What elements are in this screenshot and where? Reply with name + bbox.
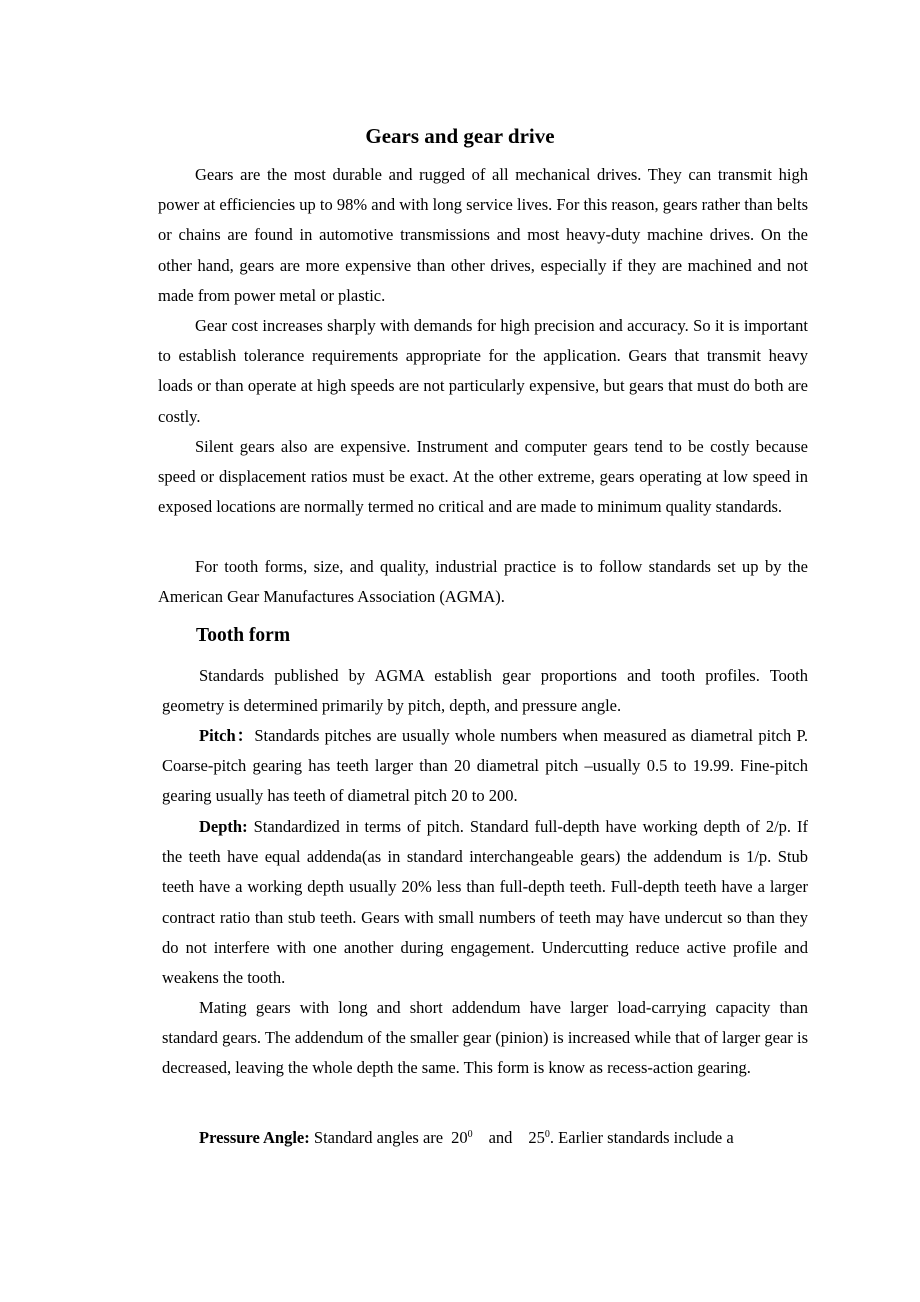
- section-heading-tooth-form: Tooth form: [196, 625, 291, 646]
- degree-mark-2: 0: [544, 1129, 550, 1140]
- paragraph-intro: Gears are the most durable and rugged of all mechanical drives. They can transmit high power at efficiencies up to 98% and with long service lives. For this reason, gears rather than belts or chains are found in automotive transmissions and most heavy-duty machine drives. On the other hand, gears are more expensive than other drives, especially if they are machined and not made from power metal or plastic.: [158, 165, 808, 305]
- paragraph-pitch: [162, 721, 808, 812]
- angle-value-1: 20: [451, 1128, 468, 1147]
- pressure-angle-label: Pressure Angle:: [199, 1128, 310, 1147]
- paragraph-agma-standards: Standards published by AGMA establish gear proportions and tooth profiles. Tooth geometry is determined primarily by pitch, depth, and pressure angle.: [162, 666, 808, 716]
- pressure-angle-text: Standard angles are: [313, 1128, 444, 1147]
- angle-value-2: 25: [528, 1128, 545, 1147]
- and-word: and: [488, 1128, 513, 1147]
- pressure-angle-text-continued: . Earlier standards include a: [549, 1128, 734, 1147]
- paragraph-pressure-angle: [162, 1123, 808, 1153]
- paragraph-depth: [162, 812, 808, 993]
- depth-text: Standardized in terms of pitch. Standard full-depth have working depth of 2/p. If the teeth have equal addenda(as in standard interchangeable gears) the addendum is 1/p. Stub teeth have a working depth usually 20% less than full-depth teeth. Full-depth teeth have a larger contract ratio than stub teeth. Gears with small numbers of teeth may have undercut so than they do not interfere with one another during engagement. Undercutting reduce active profile and weakens the tooth.: [162, 817, 809, 988]
- paragraph-gear-cost: Gear cost increases sharply with demands for high precision and accuracy. So it is important to establish tolerance requirements appropriate for the application. Gears that transmit heavy loads or than operate at high speeds are not particularly expensive, but gears that must do both are costly.: [158, 316, 808, 426]
- depth-label: Depth:: [199, 817, 248, 836]
- pitch-text: Standards pitches are usually whole numbers when measured as diametral pitch P. Coarse-pitch gearing has teeth larger than 20 diametral pitch –usually 0.5 to 19.99. Fine-pitch gearing usually has teeth of diametral pitch 20 to 200.: [162, 726, 808, 806]
- paragraph-silent-gears: Silent gears also are expensive. Instrument and computer gears tend to be costly because speed or displacement ratios must be exact. At the other extreme, gears operating at low speed in exposed locations are normally termed no critical and are made to minimum quality standards.: [158, 437, 808, 517]
- degree-mark-1: 0: [467, 1129, 473, 1140]
- pitch-label: Pitch：: [199, 726, 255, 745]
- paragraph-mating-gears: Mating gears with long and short addendum have larger load-carrying capacity than standard gears. The addendum of the smaller gear (pinion) is increased while that of larger gear is decreased, leaving the whole depth the same. This form is know as recess-action gearing.: [162, 998, 808, 1078]
- page-title: Gears and gear drive: [365, 124, 555, 148]
- paragraph-standards: For tooth forms, size, and quality, industrial practice is to follow standards set up by the American Gear Manufactures Association (AGMA).: [158, 557, 808, 607]
